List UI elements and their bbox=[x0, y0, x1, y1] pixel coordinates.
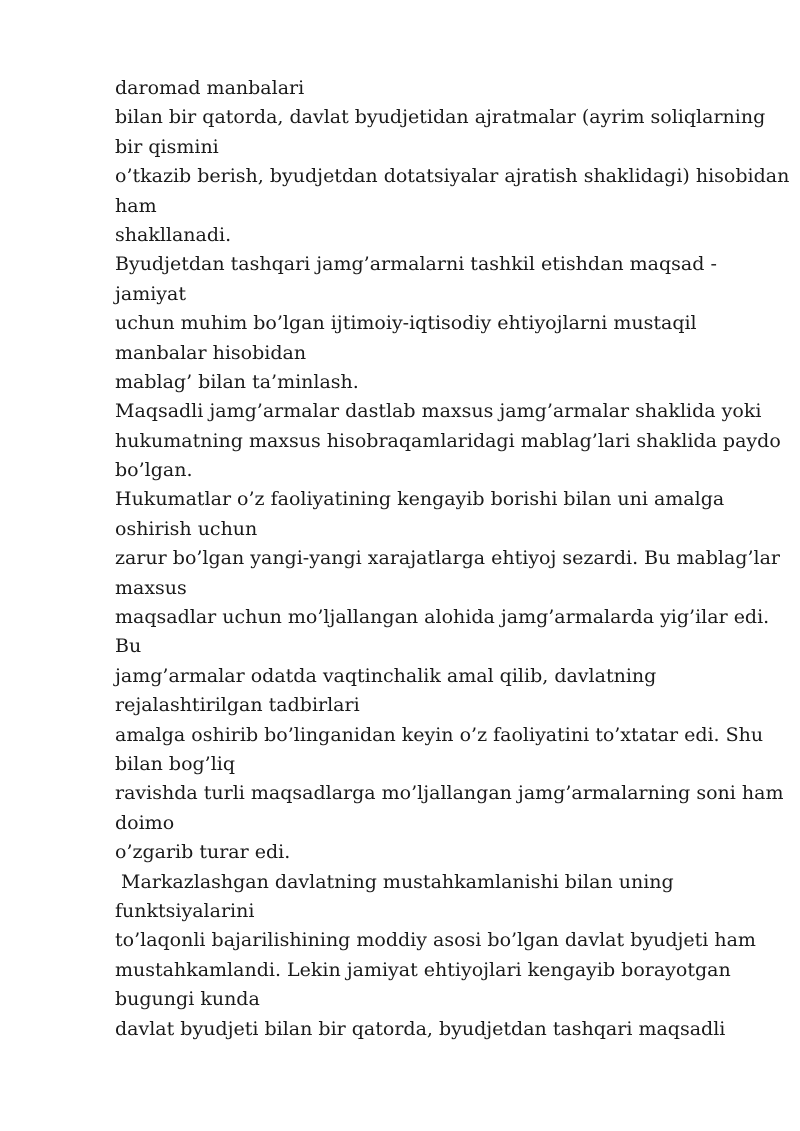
text-line: mustahkamlandi. Lekin jamiyat ehtiyojlari kengayib borayotgan bbox=[115, 958, 731, 981]
text-line: doimo bbox=[115, 811, 175, 834]
text-line: Maqsadli jamg’armalar dastlab maxsus jamg’armalar shaklida yoki bbox=[115, 400, 762, 423]
text-line: ravishda turli maqsadlarga mo’ljallangan jamg’armalarning soni ham bbox=[115, 782, 784, 805]
text-line: o’zgarib turar edi. bbox=[115, 841, 291, 864]
text-line: funktsiyalarini bbox=[115, 899, 255, 922]
text-line: oshirish uchun bbox=[115, 517, 258, 540]
text-line: zarur bo’lgan yangi-yangi xarajatlarga ehtiyoj sezardi. Bu mablag’lar bbox=[115, 547, 780, 570]
text-line: hukumatning maxsus hisobraqamlaridagi mablag’lari shaklida paydo bbox=[115, 429, 781, 452]
text-line: rejalashtirilgan tadbirlari bbox=[115, 694, 360, 717]
text-line: daromad manbalari bbox=[115, 77, 305, 99]
text-line: maxsus bbox=[115, 576, 187, 599]
document-body bbox=[115, 74, 790, 1044]
text-line: Bu bbox=[115, 635, 142, 658]
text-line: bugungi kunda bbox=[115, 988, 260, 1011]
text-line: o’tkazib berish, byudjetdan dotatsiyalar ajratish shaklidagi) hisobidan bbox=[115, 165, 790, 188]
text-line: to’laqonli bajarilishining moddiy asosi bo’lgan davlat byudjeti ham bbox=[115, 929, 756, 952]
text-line: bir qismini bbox=[115, 135, 219, 158]
text-line: bo’lgan. bbox=[115, 459, 193, 482]
text-line: maqsadlar uchun mo’ljallangan alohida jamg’armalarda yig’ilar edi. bbox=[115, 606, 770, 629]
text-line: shakllanadi. bbox=[115, 223, 232, 246]
text-line: jamiyat bbox=[115, 282, 187, 305]
text-line: ham bbox=[115, 194, 157, 217]
text-line: uchun muhim bo’lgan ijtimoiy-iqtisodiy ehtiyojlarni mustaqil bbox=[115, 312, 697, 335]
text-line: Hukumatlar o’z faoliyatining kengayib borishi bilan uni amalga bbox=[115, 488, 725, 511]
text-line: bilan bir qatorda, davlat byudjetidan ajratmalar (ayrim soliqlarning bbox=[115, 106, 766, 129]
text-line: Markazlashgan davlatning mustahkamlanishi bilan uning bbox=[115, 870, 674, 893]
text-line: Byudjetdan tashqari jamg’armalarni tashkil etishdan maqsad - bbox=[115, 253, 717, 276]
text-line: manbalar hisobidan bbox=[115, 341, 307, 364]
text-line: jamg’armalar odatda vaqtinchalik amal qilib, davlatning bbox=[115, 664, 657, 687]
text-line: mablag’ bilan ta’minlash. bbox=[115, 370, 359, 393]
text-line: bilan bog’liq bbox=[115, 752, 236, 775]
text-line: davlat byudjeti bilan bir qatorda, byudjetdan tashqari maqsadli bbox=[115, 1017, 726, 1040]
text-line: amalga oshirib bo’linganidan keyin o’z faoliyatini to’xtatar edi. Shu bbox=[115, 723, 764, 746]
